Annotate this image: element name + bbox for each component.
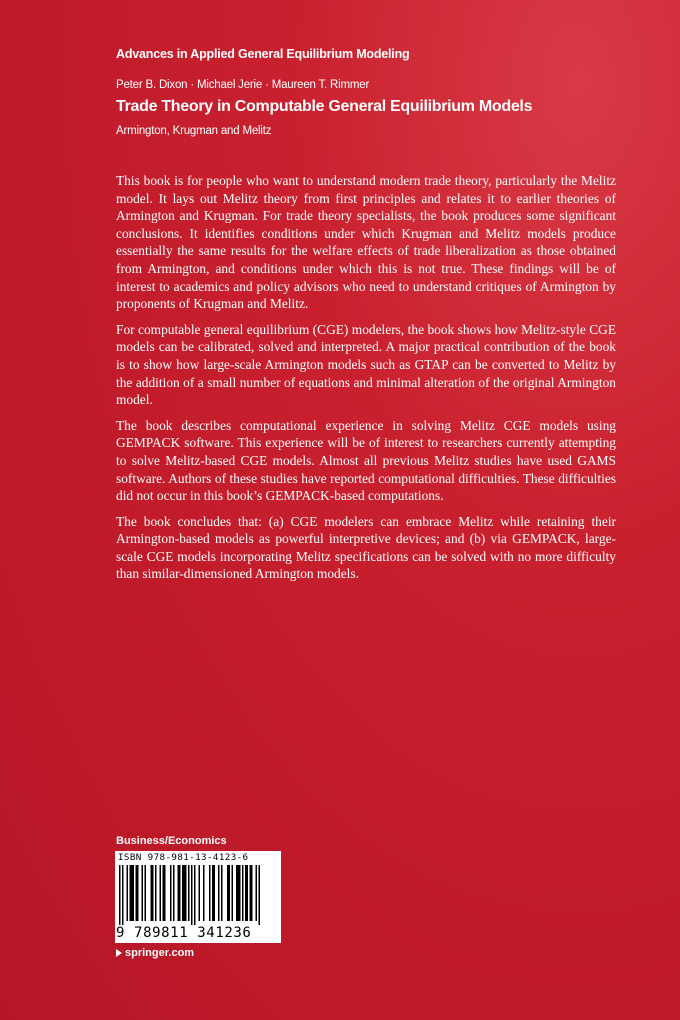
book-title: Trade Theory in Computable General Equilibrium Models [116,98,533,115]
blurb-paragraph: The book concludes that: (a) CGE modelers can embrace Melitz while retaining their Armington-based models as powerful interpretive devices; and (b) via GEMPACK, large-scale CGE models incorporating Melitz specifications can be solved with no more difficulty than similar-dimensioned Armington models. [116,513,616,582]
blurb-paragraph: This book is for people who want to understand modern trade theory, particularly the Melitz model. It lays out Melitz theory from first principles and relates it to earlier theories of Armington and Krugman. For trade theory specialists, the book produces some significant conclusions. It identifies conditions under which Krugman and Melitz models produce essentially the same results for the welfare effects of trade liberalization as those obtained from Armington, and conditions under which this is not true. These findings will be of interest to academics and policy advisors who need to understand critiques of Armington by proponents of Krugman and Melitz. [116,173,616,312]
book-subtitle: Armington, Krugman and Melitz [116,125,272,137]
blurb-paragraph: The book describes computational experience in solving Melitz CGE models using GEMPACK software. This experience will be of interest to researchers currently attempting to solve Melitz-based CGE models. Almost all previous Melitz studies have used GAMS software. Authors of these studies have reported computational difficulties. These difficulties did not occur in this book’s GEMPACK-based computations. [116,417,616,504]
authors: Peter B. Dixon · Michael Jerie · Maureen T. Rimmer [116,79,370,91]
barcode-box [115,851,281,943]
series-title: Advances in Applied General Equilibrium Modeling [116,47,410,61]
barcode-digits: 9 789811 341236 [116,925,252,941]
category-label: Business/Economics [116,835,227,847]
arrow-right-icon [116,949,122,957]
isbn-label: ISBN 978-981-13-4123-6 [118,852,249,863]
publisher-label: springer.com [125,947,195,959]
blurb [116,172,616,591]
publisher-link[interactable] [116,947,194,959]
barcode-icon [119,865,277,925]
blurb-paragraph: For computable general equilibrium (CGE) modelers, the book shows how Melitz-style CGE models can be calibrated, solved and interpreted. A major practical contribution of the book is to show how large-scale Armington models such as GTAP can be converted to Melitz by the addition of a small number of equations and minimal alteration of the original Armington model. [116,321,616,408]
